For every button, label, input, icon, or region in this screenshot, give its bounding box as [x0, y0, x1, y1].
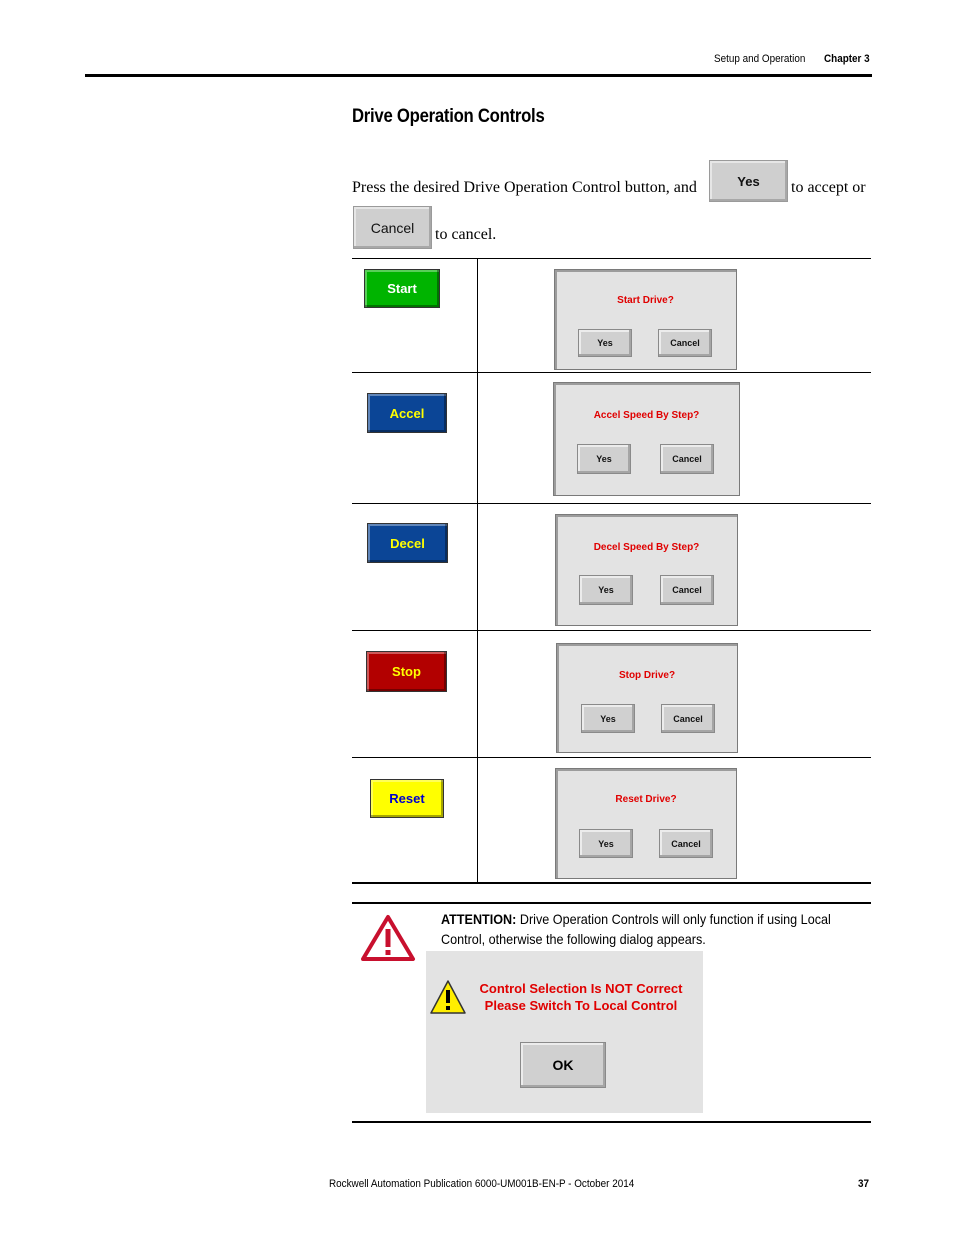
header-chapter: Chapter 3 — [824, 53, 870, 65]
header-section: Setup and Operation — [714, 53, 806, 65]
table-top-rule — [352, 258, 871, 259]
table-row-divider — [352, 630, 871, 631]
dialog-yes-button[interactable]: Yes — [579, 575, 633, 605]
dialog-message: Reset Drive? — [615, 794, 677, 805]
page-title: Drive Operation Controls — [352, 106, 545, 127]
table-bottom-rule — [352, 882, 871, 884]
stop-drive-dialog — [556, 643, 738, 753]
dialog-line-1: Control Selection Is NOT Correct — [479, 981, 683, 996]
dialog-yes-button[interactable]: Yes — [579, 829, 633, 858]
dialog-yes-button[interactable]: Yes — [581, 704, 635, 733]
dialog-yes-button[interactable]: Yes — [577, 444, 631, 474]
intro-text-2: to accept or — [791, 179, 866, 196]
table-column-divider — [477, 259, 478, 883]
table-row-divider — [352, 503, 871, 504]
dialog-cancel-button[interactable]: Cancel — [660, 444, 714, 474]
dialog-cancel-button[interactable]: Cancel — [659, 829, 713, 858]
caution-icon — [429, 979, 467, 1015]
start-button[interactable]: Start — [364, 269, 440, 308]
attention-top-rule — [352, 902, 871, 904]
warning-triangle-icon — [360, 913, 416, 963]
dialog-message: Accel Speed By Step? — [593, 410, 700, 421]
start-drive-dialog — [554, 269, 737, 370]
dialog-message: Decel Speed By Step? — [593, 542, 700, 553]
page-number: 37 — [858, 1178, 870, 1190]
local-control-message — [466, 980, 696, 1014]
attention-text — [441, 909, 871, 949]
accel-button[interactable]: Accel — [367, 393, 447, 433]
dialog-cancel-button[interactable]: Cancel — [660, 575, 714, 605]
dialog-message: Stop Drive? — [618, 670, 676, 681]
attention-body: Drive Operation Controls will only function if using Local Control, otherwise the following dialog appears. — [441, 911, 831, 947]
reset-drive-dialog — [555, 768, 737, 879]
inline-cancel-button: Cancel — [353, 206, 432, 249]
header-rule — [85, 74, 872, 77]
accel-speed-dialog — [553, 382, 740, 496]
intro-text-3: to cancel. — [435, 226, 497, 243]
intro-text-1: Press the desired Drive Operation Control button, and — [352, 179, 697, 196]
local-control-dialog — [426, 951, 703, 1113]
footer-publication: Rockwell Automation Publication 6000-UM001B-EN-P - October 2014 — [329, 1178, 635, 1190]
attention-bottom-rule — [352, 1121, 871, 1123]
ok-button[interactable]: OK — [520, 1042, 606, 1088]
dialog-line-2: Please Switch To Local Control — [484, 998, 678, 1013]
table-row-divider — [352, 372, 871, 373]
attention-label: ATTENTION: — [441, 911, 517, 927]
dialog-cancel-button[interactable]: Cancel — [661, 704, 715, 733]
stop-button[interactable]: Stop — [366, 651, 447, 692]
dialog-yes-button[interactable]: Yes — [578, 329, 632, 357]
dialog-message: Start Drive? — [617, 295, 674, 306]
table-row-divider — [352, 757, 871, 758]
dialog-cancel-button[interactable]: Cancel — [658, 329, 712, 357]
decel-speed-dialog — [555, 514, 738, 626]
inline-yes-button: Yes — [709, 160, 788, 202]
reset-button[interactable]: Reset — [370, 779, 444, 818]
decel-button[interactable]: Decel — [367, 523, 448, 563]
